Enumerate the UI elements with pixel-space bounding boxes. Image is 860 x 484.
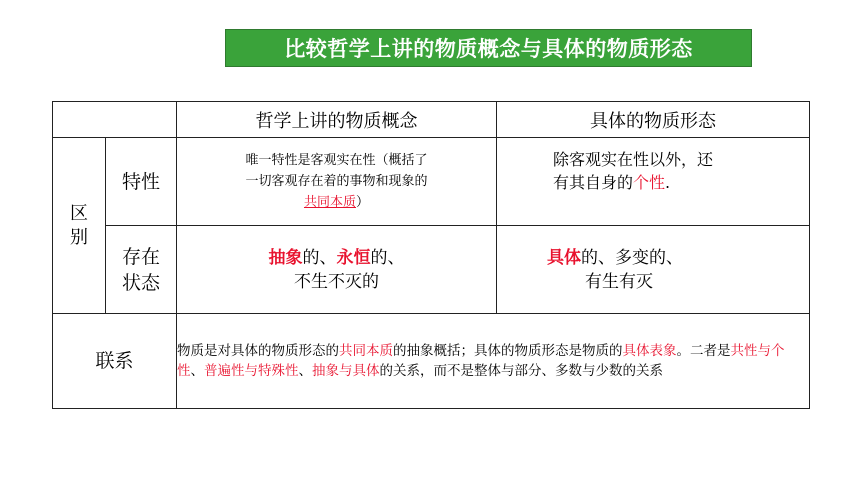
header-concrete-label: 具体的物质形态 (590, 110, 716, 132)
link-text-2: 的抽象概括；具体的物质形态是物质的 (393, 343, 623, 359)
title-banner (225, 29, 752, 67)
state-philosophy-emphasis-2: 永恒 (336, 247, 371, 268)
trait-concrete-post: . (665, 173, 671, 192)
link-emphasis-3: 共性与个性 (177, 343, 785, 379)
state-label-line2: 状态 (121, 271, 160, 294)
difference-group-label (53, 138, 106, 314)
state-philosophy-line2: 不生不灭的 (294, 271, 379, 292)
trait-label (106, 138, 177, 226)
state-concrete-line1 (547, 246, 809, 270)
header-philosophy (177, 102, 497, 138)
link-text-4: 、 (190, 363, 204, 379)
link-content-cell (177, 314, 810, 409)
header-philosophy-label: 哲学上讲的物质概念 (255, 110, 418, 132)
link-emphasis-1: 共同本质 (339, 343, 393, 359)
state-philosophy-cell (177, 226, 497, 314)
state-philosophy-line1 (177, 246, 496, 270)
trait-philosophy-line2: 一切客观存在着的事物和现象的 (245, 174, 428, 189)
trait-label-text: 特性 (121, 170, 160, 193)
state-concrete-rest: 的、多变的、 (581, 247, 683, 268)
trait-row (53, 138, 810, 226)
trait-philosophy-line1: 唯一特性是客观实在性（概括了 (245, 153, 428, 168)
trait-concrete-emphasis: 个性 (633, 173, 666, 192)
trait-concrete-line2 (553, 171, 809, 194)
header-concrete (497, 102, 810, 138)
state-label-line1: 存在 (121, 245, 160, 268)
trait-philosophy-emphasis: 共同本质 (303, 195, 356, 210)
page-title: 比较哲学上讲的物质概念与具体的物质形态 (284, 37, 693, 61)
trait-concrete-cell (497, 138, 810, 226)
link-row (53, 314, 810, 409)
state-concrete-cell (497, 226, 810, 314)
trait-philosophy-cell (177, 138, 497, 226)
trait-concrete-pre: 有其自身的 (553, 173, 634, 192)
state-concrete-emphasis: 具体 (547, 247, 581, 268)
trait-philosophy-close: ） (356, 195, 370, 210)
header-empty-cell (53, 102, 177, 138)
state-philosophy-emphasis-1: 抽象 (268, 247, 303, 268)
link-emphasis-5: 抽象与具体 (312, 363, 380, 379)
link-emphasis-4: 普遍性与特殊性 (204, 363, 299, 379)
link-text-6: 的关系，而不是整体与部分、多数与少数的关系 (379, 363, 663, 379)
link-emphasis-2: 具体表象 (622, 343, 677, 359)
state-philosophy-sep-1: 的、 (302, 247, 337, 268)
trait-concrete-line1: 除客观实在性以外，还 (553, 150, 714, 169)
trait-philosophy-line3 (177, 192, 496, 213)
link-text-5: 、 (298, 363, 312, 379)
link-text-1: 物质是对具体的物质形态的 (177, 343, 339, 359)
difference-char-2: 别 (70, 226, 88, 248)
difference-char-1: 区 (70, 202, 88, 224)
header-row (53, 102, 810, 138)
state-philosophy-sep-2: 的、 (370, 247, 405, 268)
comparison-table (52, 101, 810, 409)
state-label (106, 226, 177, 314)
link-label-text: 联系 (95, 350, 134, 372)
state-row (53, 226, 810, 314)
state-concrete-line2: 有生有灭 (585, 271, 653, 292)
link-text-3: 。二者是 (676, 343, 731, 359)
link-label (53, 314, 177, 409)
